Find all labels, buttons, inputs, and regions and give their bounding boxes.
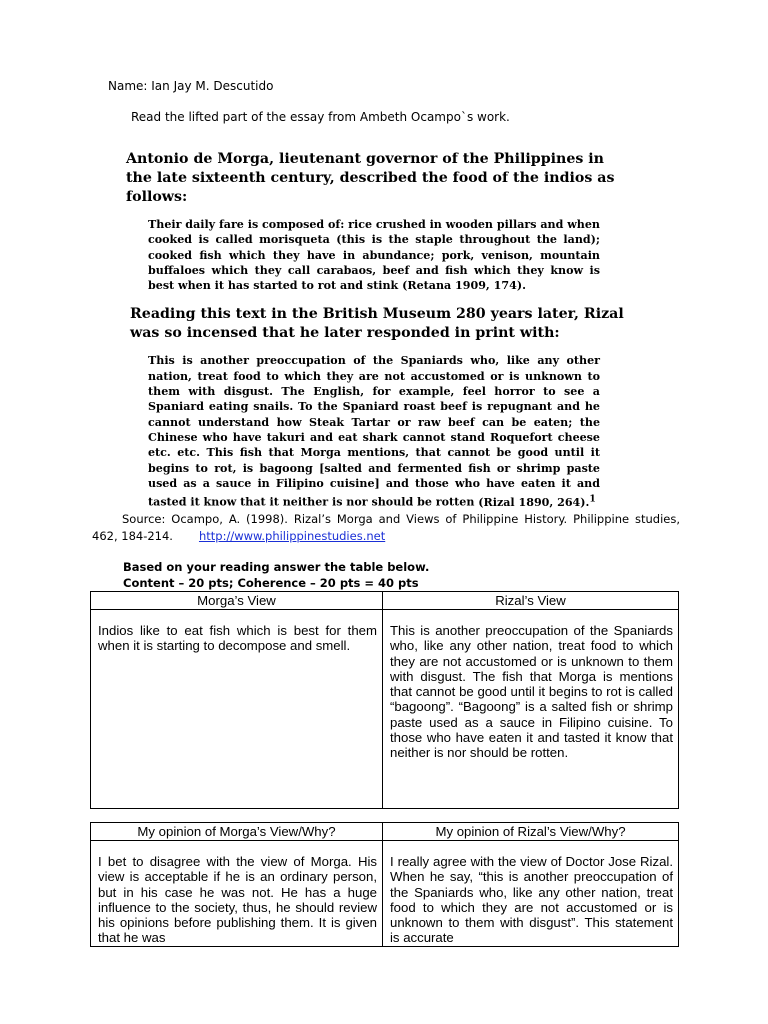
source-citation [92, 511, 680, 545]
views-table [90, 591, 679, 809]
student-name: Name: Ian Jay M. Descutido [108, 79, 274, 93]
opinion-morga-answer[interactable]: I bet to disagree with the view of Morga. His view is acceptable if he is an ordinary person, but in his case he was not. He has a huge influence to the society, thus, he should review his opinions before publishing them. It is given that he was [98, 854, 377, 946]
opinion-rizal-answer[interactable]: I really agree with the view of Doctor Jose Rizal. When he say, “this is another preoccupation of the Spaniards who, like any other nation, treat food to which they are not accustomed or is unknown to them with disgust”. This statement is accurate [390, 854, 673, 946]
task-scoring: Content – 20 pts; Coherence – 20 pts = 40 pts [123, 576, 419, 590]
morga-view-answer[interactable]: Indios like to eat fish which is best for them when it is starting to decompose and smell. [98, 623, 377, 654]
excerpt-intro-morga: Antonio de Morga, lieutenant governor of the Philippines in the late sixteenth century, described the food of the indios as follows: [126, 151, 615, 205]
reading-instruction: Read the lifted part of the essay from Ambeth Ocampo`s work. [131, 110, 510, 124]
header-morga-view: Morga’s View [91, 592, 383, 610]
task-line-1: Based on your reading answer the table below. [123, 560, 430, 574]
source-link[interactable]: http://www.philippinestudies.net [198, 529, 386, 543]
rizal-view-answer[interactable]: This is another preoccupation of the Spaniards who, like any other nation, treat food to which they are not accustomed or is unknown to them with disgust. The fish that Morga is mentions that cannot be good until it begins to rot is called “bagoong”. “Bagoong” is a salted fish or shrimp paste used as a sauce in Filipino cuisine. To those who have eaten it and tasted it know that neither is nor should be rotten. [390, 623, 673, 761]
rizal-quote-text: This is another preoccupation of the Spaniards who, like any other nation, treat food to which they are not accustomed or is unknown to them with disgust. The English, for example, feel horror to see a Spaniard eating snails. To the Spaniard roast beef is repugnant and he cannot understand how Steak Tartar or raw beef can be eaten; the Chinese who have takuri and eat shark cannot stand Roquefort cheese etc. etc. This fish that Morga mentions, that cannot be good until it begins to rot, is bagoong [salted and fermented fish or shrimp paste used as a sauce in Filipino cuisine] and those who have eaten it and tasted it know that it neither is nor should be rotten [148, 354, 600, 509]
source-text: Source: Ocampo, A. (1998). Rizal’s Morga and Views of Philippine History. Philippine studies, 462, 184-214. [92, 512, 680, 543]
header-opinion-rizal: My opinion of Rizal’s View/Why? [383, 823, 679, 841]
opinions-table [90, 822, 679, 947]
footnote-mark: 1 [589, 493, 596, 505]
rizal-quote [148, 353, 600, 510]
task-instructions [123, 559, 429, 591]
rizal-quote-citation: (Rizal 1890, 264).$^1$ [478, 493, 596, 509]
header-rizal-view: Rizal’s View [383, 592, 679, 610]
essay-excerpt [124, 150, 634, 520]
excerpt-intro-rizal: Reading this text in the British Museum 280 years later, Rizal was so incensed that he later responded in print with: [130, 306, 624, 342]
header-opinion-morga: My opinion of Morga’s View/Why? [91, 823, 383, 841]
morga-quote: Their daily fare is composed of: rice crushed in wooden pillars and when cooked is called morisqueta (this is the staple throughout the land); cooked fish which they have in abundance; pork, venison, mountain buffaloes which they call carabaos, beef and fish which they know is best when it has started to rot and stink (Retana 1909, 174). [148, 218, 600, 293]
